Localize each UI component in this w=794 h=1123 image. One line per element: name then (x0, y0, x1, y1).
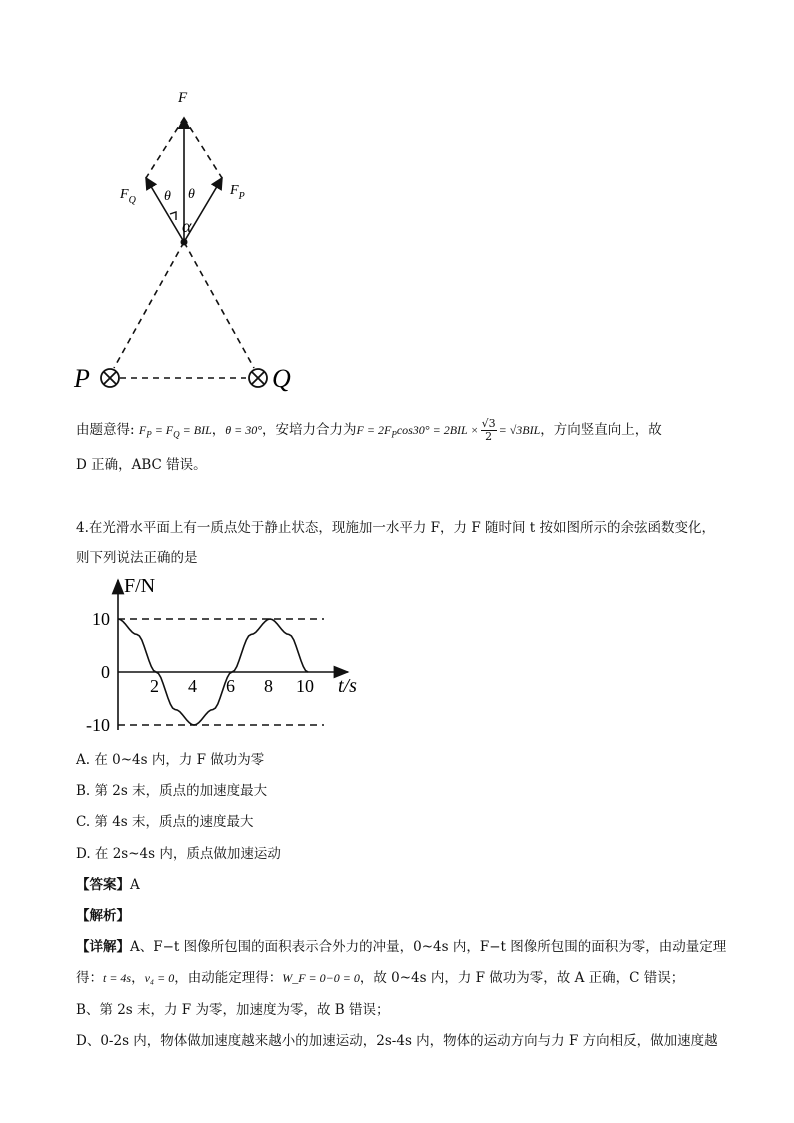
force-q-arrow (146, 178, 184, 242)
label-alpha: α (182, 216, 192, 236)
label-theta-right: θ (188, 187, 195, 202)
solution3-line2: D 正确，ABC 错误。 (76, 457, 207, 473)
eq-forces-equal: $F_P = F_Q$ = BIL (138, 423, 212, 440)
analysis-label: 【解析】 (76, 908, 130, 924)
x-tick-label: 2 (150, 676, 159, 696)
eq-combined: $F = 2F_P\cos 30^\circ = 2BIL$ × (356, 423, 479, 440)
label-p: P (74, 364, 90, 393)
detail-line2: 得：t = 4s，v₄ = 0，由动能定理得：W_F = 0−0 = 0，故 0~4s 内，力 F 做功为零，故 A 正确，C 错误； (76, 970, 685, 986)
x-axis-label: t/s (338, 675, 357, 697)
label-f: F (178, 90, 188, 106)
option-b: B. 第 2s 末，质点的加速度最大 (76, 783, 268, 799)
answer-line (76, 873, 140, 893)
force-time-chart (76, 572, 376, 742)
force-diagram (60, 80, 320, 400)
option-c: C. 第 4s 末，质点的速度最大 (76, 814, 254, 830)
option-d: D. 在 2s~4s 内，质点做加速运动 (76, 846, 281, 862)
triangle-dashes (114, 242, 254, 378)
label-fp: $F_P$ (230, 183, 245, 202)
label-theta-left: θ (164, 189, 171, 204)
detail-line3: B、第 2s 末，力 F 为零，加速度为零，故 B 错误； (76, 1002, 390, 1018)
question4-stem-line1: 4.在光滑水平面上有一质点处于静止状态，现施加一水平力 F，力 F 随时间 t 按如图所示的余弦函数变化， (76, 520, 715, 536)
wire-q-symbol (249, 369, 267, 387)
y-tick-label: -10 (86, 715, 110, 735)
answer-label: 【答案】 (76, 877, 130, 893)
detail-line4: D、0-2s 内，物体做加速度越来越小的加速运动，2s-4s 内，物体的运动方向与力 F 方向相反，做加速度越 (76, 1033, 718, 1049)
solution3-line1: 由题意得: $F_P = F_Q$ = BIL，θ = 30°，安培力合力为$F = 2F_P\cos 30^\circ = 2BIL$ × $\frac{√3}{2}$ = √3BIL，方向竖直向上，故 (76, 417, 662, 443)
detail-line1: 【详解】A、F−t 图像所包围的面积表示合外力的冲量，0~4s 内，F−t 图像所包围的面积为零，由动量定理 (76, 939, 727, 955)
solution-prefix: 由题意得: (76, 422, 135, 438)
answer-value: A (130, 877, 140, 893)
y-tick-label: 10 (92, 609, 110, 629)
question4-stem-line2: 则下列说法正确的是 (76, 550, 198, 566)
x-tick-label: 6 (226, 676, 235, 696)
x-tick-label: 4 (188, 676, 197, 696)
fraction-sqrt3-over-2: $\frac{√3}{2}$ (481, 417, 496, 443)
x-tick-label: 10 (296, 676, 314, 696)
label-fq: $F_Q$ (120, 187, 136, 206)
y-axis-label: F/N (124, 575, 156, 597)
wire-p-symbol (101, 369, 119, 387)
option-a: A. 在 0~4s 内，力 F 做功为零 (76, 752, 265, 768)
eq-theta: θ = 30° (225, 423, 263, 437)
x-tick-label: 8 (264, 676, 273, 696)
eq-result: = √3BIL (498, 423, 541, 437)
detail-label: 【详解】 (76, 939, 130, 955)
label-q: Q (272, 364, 291, 393)
y-tick-label: 0 (101, 662, 110, 682)
